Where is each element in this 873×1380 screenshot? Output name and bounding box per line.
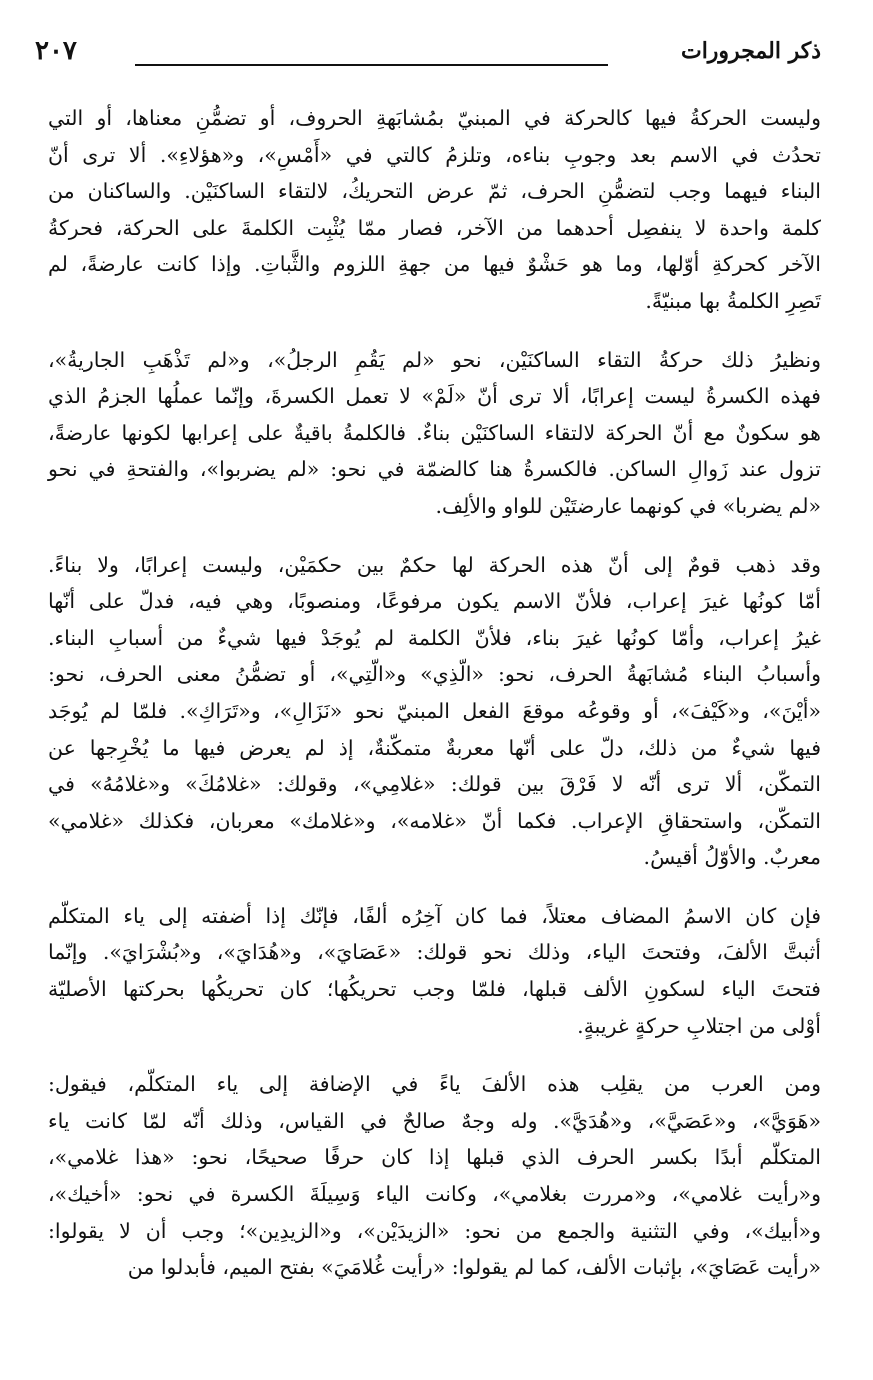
text-line: التمكّن، واستحقاقِ الإعراب. فكما أنّ «غلامه»، و«غلامك» معربان، فكذلك «غلامي»	[48, 808, 821, 833]
text-line: التمكّن، ألا ترى أنّه لا فَرْقَ بين قولك: «غلامِي»، وقولك: «غلامُكَ» و«غلامُهُ» في	[48, 772, 821, 797]
text-line: «أيْنَ»، و«كَيْفَ»، أو وقوعُه موقعَ الفعل المبنيّ نحو «نَزَالِ»، و«تَرَاكِ». فلمّا لم يُوجَد	[48, 698, 821, 723]
text-line: الآخر كحركةِ أوّلها، وما هو حَشْوٌ فيها من جهةِ اللزوم والثَّباتِ. وإذا كانت عارضةً، لم	[48, 252, 821, 277]
text-line: أثبتَّ الألفَ، وفتحتَ الياء، وذلك نحو قولك: «عَصَايَ»، و«هُدَايَ»، و«بُشْرَايَ». وإنّما	[48, 940, 821, 965]
text-line: و«رأيت غلامي»، و«مررت بغلامي»، وكانت الياء وَسِيلَةَ الكسرة في نحو: «أخيك»،	[48, 1182, 821, 1207]
text-line: البناء فيهما وجب لتضمُّنِ الحرف، ثمّ عرض التحريكُ، لالتقاء الساكنَيْن. والساكنان من	[48, 179, 821, 204]
text-line: كلمة واحدة لا ينفصِل أحدهما من الآخر، فصار ممّا يُثْبِت الكلمةَ على الحركة، فحركةُ	[48, 215, 821, 240]
paragraph	[48, 342, 821, 525]
text-line: هو سكونٌ مع أنّ الحركة لالتقاء الساكنَيْن بناءٌ. فالكلمةُ باقيةٌ على إعرابها لكونها عارضةً،	[48, 420, 821, 445]
text-line: تحدُث في الاسم بعد وجوبِ بناءه، وتلزمُ كالتي في «أَمْسِ»، و«هؤلاءِ». ألا ترى أنّ	[48, 142, 821, 167]
text-line: فتحتَ الياء لسكونِ الألف قبلها، فلمّا وجب تحريكُها؛ كان تحريكُها بحركتها الأصليّة	[48, 977, 821, 1002]
text-line: فإن كان الاسمُ المضاف معتلاً، فما كان آخِرُه ألفًا، فإنّك إذا أضفته إلى ياء المتكلّم	[48, 903, 821, 928]
text-line: أمّا كونُها غيرَ إعراب، فلأنّ الاسم يكون مرفوعًا، ومنصوبًا، وهي فيه، فدلّ على أنّها	[48, 589, 821, 614]
text-line: «لم يضربا» في كونهما عارضتَيْن للواو والألِف.	[435, 493, 821, 518]
text-line: ونظيرُ ذلك حركةُ التقاء الساكنَيْن، نحو «لم يَقُمِ الرجلُ»، و«لم تَذْهَبِ الجاريةُ»،	[48, 347, 821, 372]
paragraph	[48, 100, 821, 320]
text-line: غيرُ إعراب، وأمّا كونُها غيرَ بناء، فلأنّ الكلمة لم يُوجَدْ فيها شيءٌ من أسبابِ البناء.	[48, 625, 821, 650]
text-line: أوْلى من اجتلابِ حركةٍ غريبةٍ.	[577, 1013, 821, 1038]
text-line: فهذه الكسرةُ ليست إعرابًا، ألا ترى أنّ «لَمْ» لا تعمل الكسرةَ، وإنّما عملُها الجزمُ الذي	[48, 384, 821, 409]
text-line: معربٌ. والأوّلُ أقيسُ.	[643, 845, 821, 870]
text-line: وقد ذهب قومٌ إلى أنّ هذه الحركة لها حكمٌ بين حكمَيْن، وليست إعرابًا، ولا بناءً.	[48, 552, 821, 577]
chapter-title: ذكر المجرورات	[680, 38, 821, 64]
paragraph	[48, 898, 821, 1044]
text-line: و«أبيك»، وفي التثنية والجمع من نحو: «الزيدَيْن»، و«الزيدِين»؛ وجب أن لا يقولوا:	[48, 1218, 821, 1243]
text-line: ومن العرب من يقلِب هذه الألفَ ياءً في الإضافة إلى ياء المتكلّم، فيقول:	[48, 1072, 821, 1097]
text-line: «رأيت عَصَايَ»، بإثبات الألف، كما لم يقولوا: «رأيت غُلامَيَ» بفتح الميم، فأبدلوا من	[127, 1255, 821, 1280]
text-line: «هَوَيَّ»، و«عَصَيَّ»، و«هُدَيَّ». وله وجهٌ صالحٌ في القياس، وذلك أنّه لمّا كانت ياء	[48, 1108, 821, 1133]
paragraph	[48, 1066, 821, 1286]
text-line: فيها شيءٌ من ذلك، دلّ على أنّها معربةٌ متمكّنةٌ، إذ لم يعرض فيها ما يُخْرِجها عن	[48, 735, 821, 760]
text-line: وليست الحركةُ فيها كالحركة في المبنيّ بمُشابَهةِ الحروف، أو تضمُّنِ معناها، أو التي	[48, 106, 821, 130]
text-line: وأسبابُ البناء مُشابَهةُ الحرف، نحو: «الّذِي» و«الّتِي»، أو تضمُّنُ معنى الحرف، نحو:	[48, 662, 821, 687]
page-number: ٢٠٧	[35, 36, 77, 66]
text-line: تَصِرِ الكلمةُ بها مبنيّةً.	[645, 288, 821, 313]
header-rule	[135, 64, 608, 66]
paragraph	[48, 547, 821, 876]
text-line: المتكلّم أبدًا بكسر الحرف الذي قبلها إذا كان حرفًا صحيحًا، نحو: «هذا غلامي»،	[48, 1145, 821, 1170]
text-line: تزول عند زَوالِ الساكن. فالكسرةُ هنا كالضمّة في نحو: «لم يضربوا»، والفتحةِ في نحو	[48, 457, 821, 482]
running-header	[35, 32, 821, 82]
body-text	[48, 100, 821, 1308]
